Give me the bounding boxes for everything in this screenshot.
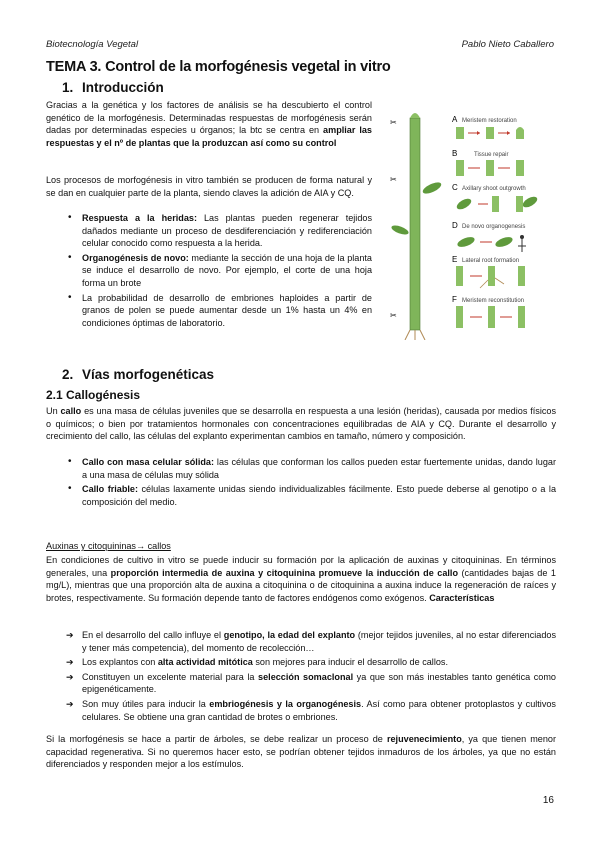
section-2-title: Vías morfogenéticas (82, 367, 215, 382)
text-bold: callo (60, 406, 82, 416)
shoot-icon (520, 235, 524, 239)
leaf-icon (390, 224, 409, 237)
shoot-apex (410, 113, 420, 118)
figure-label-d: D (452, 221, 458, 230)
bullet-bold: Organogénesis de novo: (82, 252, 189, 263)
explant-icon (456, 160, 464, 176)
shoot-icon (518, 238, 526, 252)
header-author: Pablo Nieto Caballero (461, 39, 554, 50)
leaf-icon (455, 197, 473, 212)
figure-caption-f: Meristem reconstitution (462, 298, 525, 304)
header-course: Biotecnología Vegetal (46, 39, 139, 50)
scissors-icon: ✂ (390, 118, 397, 127)
list-item (46, 483, 556, 508)
bullet-bold: Callo friable: (82, 484, 139, 495)
text-run: son mejores para inducir el desarrollo de callos. (252, 657, 448, 668)
page-number: 16 (542, 795, 554, 806)
intro-paragraph-1 (46, 99, 372, 149)
explant-icon (516, 160, 524, 176)
explant-icon (518, 306, 525, 328)
section-1-heading (62, 80, 164, 95)
regeneration-diagram (388, 110, 556, 340)
text-run: Si la morfogénesis se hace a partir de árboles, se debe realizar un proceso de (46, 734, 387, 744)
explant-icon (516, 127, 524, 139)
section-1-number: 1. (62, 80, 74, 95)
figure-caption-a: Meristem restoration (462, 118, 517, 124)
bullet-text: las células que conforman los callos pueden estar fuertemente unidas, dando lugar a una masa de células muy sólida (82, 457, 557, 480)
figure-caption-e: Lateral root formation (462, 258, 520, 264)
list-item (46, 629, 556, 654)
scissors-icon: ✂ (390, 311, 397, 320)
page-title: TEMA 3. Control de la morfogénesis vegetal in vitro (46, 59, 391, 75)
callo-types-list (46, 456, 556, 508)
intro-p1-text: Gracias a la genética y los factores de análisis se ha descubierto el control genético de la morfogénesis. Determinadas respuestas de morfogénesis serán dadas por determinadas especies u órganos; la btc se centra en (46, 100, 372, 136)
bullet-bold: Callo con masa celular sólida: (82, 457, 214, 467)
figure-label-c: C (452, 183, 458, 192)
text-run: (cantidades bajas de 1 mg/L), mientras que una proporción alta de auxina a citoquinina o de citoquinina a auxina induce la regeneración de raíces y brotes, respectivamente. Su formación depende tanto de factores endógenos como exógenos. (46, 567, 556, 603)
section-2-number: 2. (62, 367, 74, 382)
explant-icon (486, 127, 494, 139)
auxinas-subtitle: Auxinas y citoquininas→ callos (46, 541, 171, 551)
text-run: es una masa de células juveniles que se desarrolla en respuesta a una lesión (heridas), causada por medios físicos o químicos; o bien por tratamientos hormonales con concentraciones equilibradas de AIA y CQ. Durante el desarrollo y crecimiento del callo, las células del explanto experimentan cambios en tamaño, número y composición. (46, 406, 556, 442)
leaf-icon (421, 180, 443, 196)
auxinas-paragraph (46, 554, 556, 604)
section-2-heading (62, 367, 214, 382)
leaf-icon (494, 235, 514, 249)
figure-caption-b: Tissue repair (474, 152, 509, 158)
text-run: ya que son más inestables tanto genética como epigenéticamente. (82, 671, 556, 695)
list-item (46, 671, 556, 696)
figure-label-b: B (452, 149, 458, 158)
list-item (46, 252, 372, 290)
text-bold: Características (429, 592, 495, 603)
text-bold: alta actividad mitótica (157, 657, 253, 668)
bullet-text: células laxamente unidas siendo individualizables fácilmente. Esto puede deberse al genotipo o a la composición del medio. (82, 484, 557, 507)
text-run: (mejor tejidos juveniles, al no estar diferenciados y tener más competencia), del momento de recolección… (82, 630, 557, 653)
arrow-icon (507, 131, 510, 135)
subsection-callogenesis-heading: 2.1 Callogénesis (46, 388, 141, 402)
list-item (46, 292, 372, 330)
figure-caption-c: Axillary shoot outgrowth (462, 186, 526, 192)
text-bold: selección somaclonal (258, 671, 354, 682)
figure-label-e: E (452, 255, 458, 264)
intro-bullet-list (46, 212, 372, 329)
text-run: . Así como para obtener protoplastos y cultivos celulares. Se obtiene una gran cantidad de brotes o embriones. (82, 698, 556, 722)
text-run: Constituyen un excelente material para la (82, 671, 259, 682)
text-bold: rejuvenecimiento (386, 734, 462, 744)
figure-label-f: F (452, 295, 457, 304)
bullet-text: Las plantas pueden regenerar tejidos dañados mediante un proceso de desdiferenciación y rediferenciación celular conocido como respuesta a la herida. (82, 213, 372, 249)
figure-label-a: A (452, 115, 458, 124)
text-run: En condiciones de cultivo in vitro se puede inducir su formación por la aplicación de auxinas y citoquininas. En términos generales, una (46, 555, 556, 578)
text-bold: genotipo, la edad del explanto (223, 630, 356, 640)
bullet-text: La probabilidad de desarrollo de embriones haploides a partir de granos de polen se puede aumentar desde un 1% hasta un 4% en condiciones óptimas de laboratorio. (82, 292, 372, 328)
intro-p1-bold: ampliar las respuestas y el nº de plantas que la produzcan así como su control (46, 125, 372, 148)
explant-icon (456, 306, 463, 328)
bullet-text: mediante la sección de una hoja de la planta se induce el desarrollo de novo. Por ejemplo, el corte de una hoja forma un brote (82, 252, 372, 288)
explant-icon (492, 196, 499, 212)
leaf-icon (521, 195, 539, 210)
list-item (46, 456, 556, 481)
intro-paragraph-2: Los procesos de morfogénesis in vitro también se producen de forma natural y se dan en cualquier parte de la planta, siendo claves la adición de AIA y CQ. (46, 175, 372, 198)
arrow-icon (477, 131, 480, 135)
figure-caption-d: De novo organogenesis (462, 224, 526, 230)
explant-icon (456, 127, 464, 139)
explant-icon (486, 160, 494, 176)
bullet-bold: Respuesta a la heridas: (82, 213, 197, 223)
callo-definition-paragraph (46, 405, 556, 443)
text-run: , ya que tienen menor capacidad regenerativa. Si no queremos hacer esto, se podrían obtener tejidos inmaduros de los árboles, ya que no están diferenciados y responden mejor a los estímulos. (46, 734, 556, 770)
explant-icon (518, 266, 525, 286)
root-lines (405, 330, 425, 340)
text-bold: embriogénesis y la organogénesis (209, 698, 362, 709)
explant-icon (488, 266, 495, 286)
section-1-title: Introducción (82, 80, 164, 95)
text-run: Son muy útiles para inducir la (82, 698, 210, 709)
scissors-icon: ✂ (390, 175, 397, 184)
text-run: Un (46, 406, 61, 416)
explant-icon (516, 196, 523, 212)
text-bold: proporción intermedia de auxina y citoquinina promueve la inducción de callo (110, 567, 459, 578)
regeneration-figure (388, 110, 556, 340)
text-run: En el desarrollo del callo influye el (82, 630, 224, 640)
plant-stem (410, 118, 420, 330)
caracteristicas-list (46, 629, 556, 723)
leaf-icon (456, 235, 476, 249)
text-run: Los explantos con (82, 657, 158, 668)
rejuvenecimiento-paragraph (46, 733, 556, 771)
explant-icon (488, 306, 495, 328)
explant-icon (456, 266, 463, 286)
list-item (46, 698, 556, 723)
list-item (46, 656, 556, 669)
list-item (46, 212, 372, 250)
